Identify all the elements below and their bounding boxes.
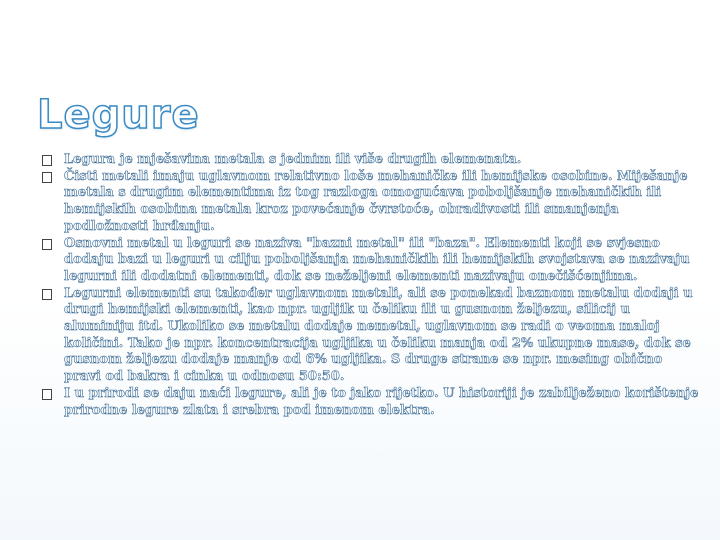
bullet-list <box>40 152 700 419</box>
bullet-text: Legura je mješavina metala s jednim ili više drugih elemenata. <box>64 152 522 167</box>
bullet-item <box>40 386 700 419</box>
bullet-text: Čisti metali imaju uglavnom relativno loše mehaničke ili hemijske osobine. Miješanje metala s drugim elementima iz tog razloga omogućava poboljšanje mehaničkih ili hemijskih osobina metala kroz povećanje čvrstoće, obradivosti ili smanjenja podložnosti hrđanju. <box>64 168 688 234</box>
square-bullet-icon <box>42 239 52 250</box>
slide-title: Legure <box>37 92 200 138</box>
square-bullet-icon <box>42 155 52 166</box>
bullet-text: Legurni elementi su također uglavnom metali, ali se ponekad baznom metalu dodaji u drugi hemijski elementi, kao npr. ugljik u čeliku ili u gusnom željezu, silicij u aluminiju itd. Ukoliko se metalu dodaje nemetal, uglavnom se radi o veoma maloj količini. Tako je npr. koncentracija ugljika u čeliku manja od 2% ukupne mase, dok se gusnom željezu dodaje manje od 6% ugljika. S druge strane se npr. mesing obično pravi od bakra i cinka u odnosu 50:50. <box>64 285 693 385</box>
bullet-item <box>40 152 700 169</box>
square-bullet-icon <box>42 289 52 300</box>
square-bullet-icon <box>42 172 52 183</box>
square-bullet-icon <box>42 389 52 400</box>
bullet-text: I u prirodi se daju naći legure, ali je to jako rijetko. U historiji je zabilježeno korištenje prirodne legure zlata i srebra pod imenom elektra. <box>64 385 699 418</box>
bullet-item <box>40 169 700 236</box>
bullet-text: Osnovni metal u leguri se naziva "bazni metal" ili "baza". Elementi koji se svjesno dodaju bazi u leguri u cilju poboljšanja mehaničkih ili hemijskih svojstava se nazivaju legurni ili dodatni elementi, dok se neželjeni elementi nazivaju onečišćenjima. <box>64 235 690 284</box>
bullet-item <box>40 286 700 386</box>
bullet-item <box>40 236 700 286</box>
